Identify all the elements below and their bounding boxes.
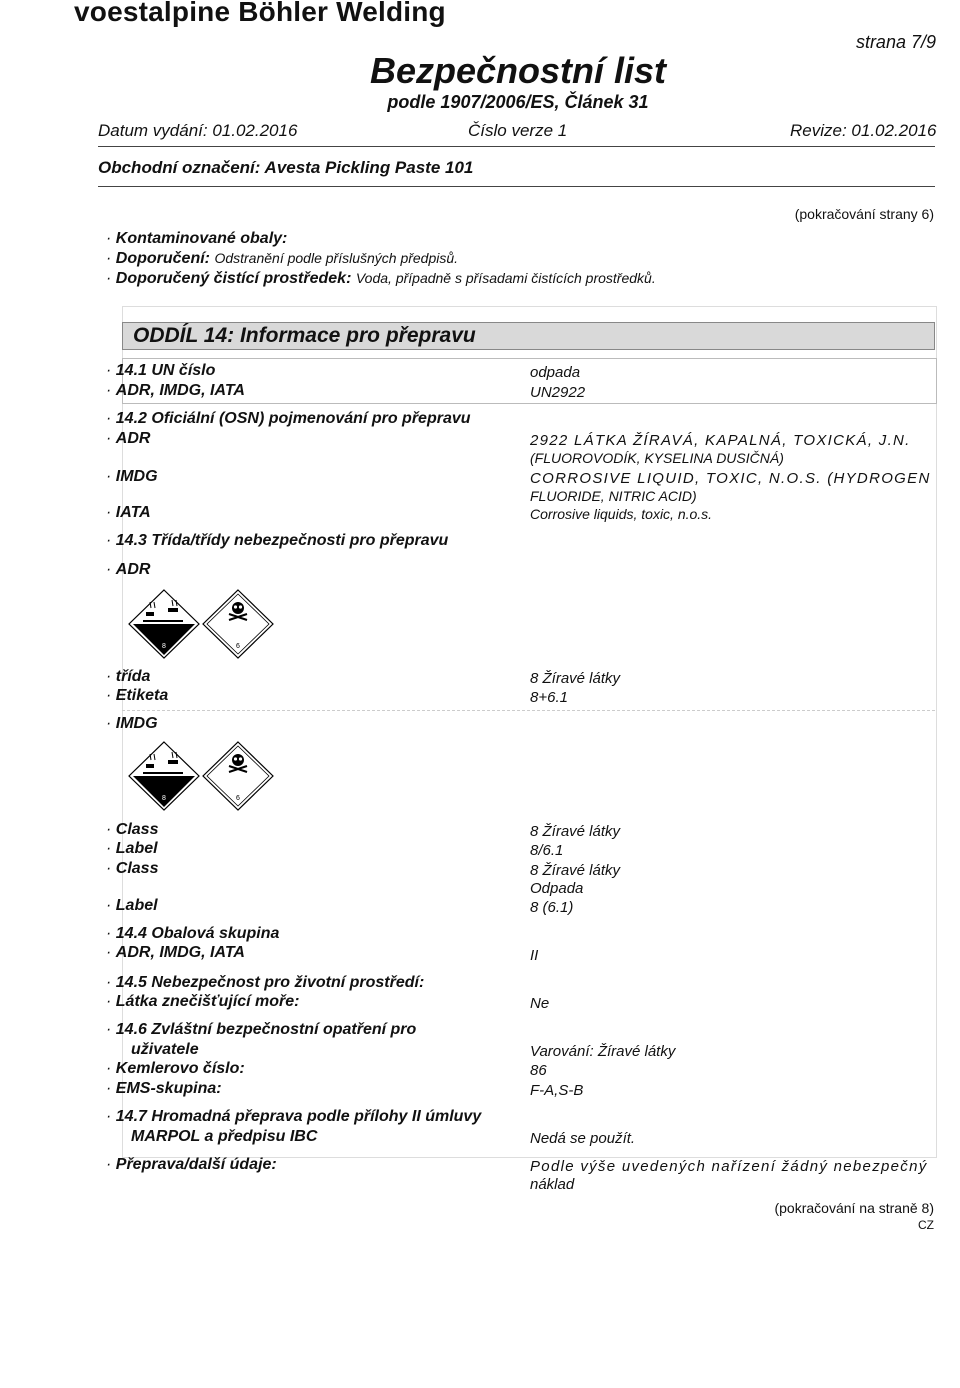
svg-text:6: 6 [236,795,240,802]
imdg-name-label: · IMDG [106,468,158,485]
continuation-from: (pokračování strany 6) [794,206,934,222]
toxic-pictogram-icon [200,740,276,812]
packing-group-value: II [530,947,539,964]
adr-divider [122,710,935,711]
iata-class-row-label: · Class [106,860,159,877]
adr-class-value: 8 Žíravé látky [530,670,621,687]
un-number-value: UN2922 [530,384,586,401]
special-precautions-heading-cont: uživatele [131,1041,199,1058]
packaging-heading: · Kontaminované obaly: [106,230,288,247]
transport-other-label: · Přeprava/další údaje: [106,1156,277,1173]
header-divider [98,146,935,147]
kemler-number-label: · Kemlerovo číslo: [106,1060,245,1077]
svg-text:8: 8 [162,795,166,802]
un-number-label: · 14.1 UN číslo [106,362,216,379]
transport-other-value-cont: náklad [530,1176,575,1193]
document-title: Bezpečnostní list [369,50,667,91]
bulk-transport-heading: · 14.7 Hromadná přeprava podle přílohy II úmluvy [106,1108,482,1125]
transport-other-value: Podle výše uvedených nařízení žádný nebezpečný [530,1158,928,1175]
iata-class-value-cont: Odpada [530,880,584,897]
imdg-shipping-name-cont: FLUORIDE, NITRIC ACID) [530,488,697,504]
un-number-head-value: odpada [530,364,581,381]
imdg-label-row-label: · Label [106,840,158,857]
iata-shipping-name: Corrosive liquids, toxic, n.o.s. [530,506,713,522]
special-precautions-heading: · 14.6 Zvláštní bezpečnostní opatření pro [106,1021,417,1038]
trade-name-divider [98,186,935,187]
un-modes-label: · ADR, IMDG, IATA [106,382,245,399]
iata-label-value: 8 (6.1) [530,899,574,916]
marine-pollutant-label: · Látka znečišťující moře: [106,993,300,1010]
imdg-label-value: 8/6.1 [530,842,564,859]
marine-pollutant-value: Ne [530,995,550,1012]
imdg-class-label: · IMDG [106,715,158,732]
environmental-hazards-heading: · 14.5 Nebezpečnost pro životní prostředí: [106,974,425,991]
bulk-transport-value: Nedá se použít. [530,1130,636,1147]
page-number: strana 7/9 [855,32,936,52]
iata-class-value: 8 Žíravé látky [530,862,621,879]
imdg-class-value: 8 Žíravé látky [530,823,621,840]
brand-logo-text: voestalpine Böhler Welding [74,0,446,27]
adr-label-value: 8+6.1 [530,689,568,706]
revision-date: Revize: 01.02.2016 [790,121,937,140]
iata-label-row-label: · Label [106,897,158,914]
adr-class-label: · ADR [106,561,151,578]
adr-class-row-label: · třída [106,668,151,685]
imdg-class-row-label: · Class [106,821,159,838]
corrosive-pictogram-icon [126,740,202,812]
svg-text:8: 8 [162,643,166,650]
document-subtitle: podle 1907/2006/ES, Článek 31 [387,92,649,112]
bulk-transport-heading-cont: MARPOL a předpisu IBC [131,1128,318,1145]
packing-group-heading: · 14.4 Obalová skupina [106,925,280,942]
hazard-class-heading: · 14.3 Třída/třídy nebezpečnosti pro přepravu [106,532,449,549]
svg-text:6: 6 [236,643,240,650]
packing-group-modes: · ADR, IMDG, IATA [106,944,245,961]
special-precautions-value: Varování: Žíravé látky [530,1043,676,1060]
toxic-pictogram-icon [200,588,276,660]
adr-shipping-name: 2922 LÁTKA ŽÍRAVÁ, KAPALNÁ, TOXICKÁ, J.N. [530,432,911,449]
continuation-to: (pokračování na straně 8) [774,1200,934,1216]
corrosive-pictogram-icon [126,588,202,660]
ems-group-value: F-A,S-B [530,1082,584,1099]
adr-name-label: · ADR [106,430,151,447]
language-code: CZ [918,1218,934,1232]
shipping-name-heading: · 14.2 Oficiální (OSN) pojmenování pro přepravu [106,410,471,427]
adr-shipping-name-cont: (FLUOROVODÍK, KYSELINA DUSIČNÁ) [530,450,784,466]
issue-date: Datum vydání: 01.02.2016 [98,121,298,140]
imdg-shipping-name: CORROSIVE LIQUID, TOXIC, N.O.S. (HYDROGEN [530,470,931,487]
kemler-number-value: 86 [530,1062,547,1079]
adr-label-row-label: · Etiketa [106,687,169,704]
section-14-header: ODDÍL 14: Informace pro přepravu [122,322,935,350]
trade-name: Obchodní označení: Avesta Pickling Paste 101 [98,158,474,177]
ems-group-label: · EMS-skupina: [106,1080,222,1097]
version-number: Číslo verze 1 [468,121,568,140]
packaging-cleaning-agent: · Doporučený čistící prostředek: Voda, případně s přísadami čistících prostředků. [106,270,656,287]
packaging-recommendation: · Doporučení: Odstranění podle příslušných předpisů. [106,250,459,267]
iata-name-label: · IATA [106,504,151,521]
